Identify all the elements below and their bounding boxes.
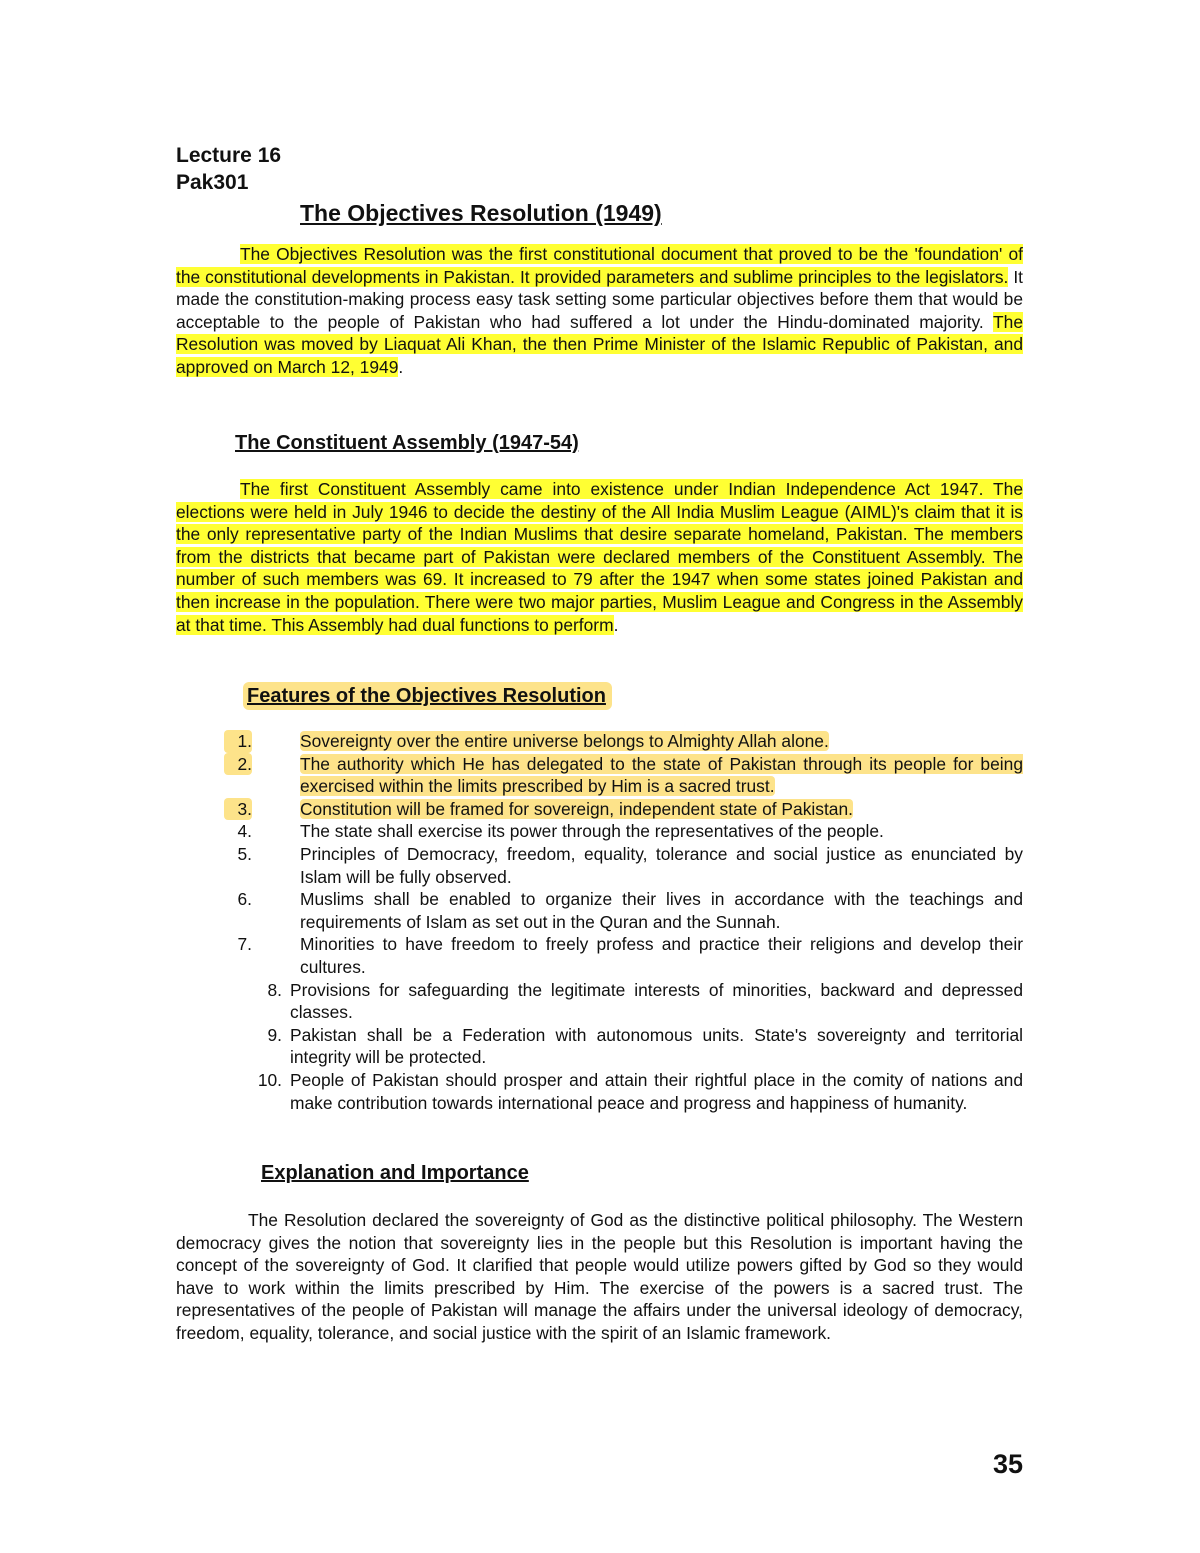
list-item — [176, 979, 1023, 1024]
list-item — [176, 1024, 1023, 1069]
page-number: 35 — [992, 1449, 1023, 1479]
list-item-text: The authority which He has delegated to the state of Pakistan through its people for being exercised within the limits prescribed by Him is a sacred trust. — [300, 753, 1023, 797]
intro-tail: . — [398, 356, 404, 377]
list-item-text: The state shall exercise its power through the representatives of the people. — [300, 821, 884, 842]
list-item-number: 2. — [224, 753, 252, 776]
intro-highlight-a: The Objectives Resolution was the first constitutional document that proved to be the 'foundation' of the constitutional developments in Pakistan. It provided parameters and sublime principles to the legislators. — [176, 244, 1023, 287]
list-item — [176, 798, 1023, 821]
assembly-tail: . — [613, 614, 619, 635]
list-item-number: 9. — [267, 1024, 282, 1045]
lecture-number: Lecture 16 — [176, 144, 282, 167]
list-item-text: Pakistan shall be a Federation with autonomous units. State's sovereignty and territorial integrity will be protected. — [290, 1024, 1023, 1068]
list-item-number: 6. — [237, 889, 252, 910]
list-item-number: 1. — [224, 730, 252, 753]
list-item-text: Principles of Democracy, freedom, equality, tolerance and social justice as enunciated by Islam will be fully observed. — [300, 843, 1023, 887]
list-item-number: 4. — [237, 821, 252, 842]
list-item-number: 8. — [267, 979, 282, 1000]
list-item — [176, 933, 1023, 978]
list-item-text: Minorities to have freedom to freely profess and practice their religions and develop their cultures. — [300, 934, 1023, 977]
features-heading: Features of the Objectives Resolution — [243, 682, 612, 710]
course-code: Pak301 — [176, 171, 249, 194]
assembly-heading: The Constituent Assembly (1947-54) — [235, 432, 579, 454]
features-list — [176, 730, 1023, 1114]
list-item — [176, 843, 1023, 888]
intro-highlight-b: The Resolution was moved by Liaquat Ali Khan, the then Prime Minister of the Islamic Republic of Pakistan, and approved on March 12, 1949 — [176, 311, 1023, 377]
intro-paragraph — [176, 243, 1023, 379]
explanation-heading: Explanation and Importance — [261, 1162, 529, 1184]
assembly-paragraph — [176, 478, 1023, 636]
list-item-number: 10. — [257, 1069, 282, 1090]
list-item — [176, 753, 1023, 798]
explanation-paragraph: The Resolution declared the sovereignty of God as the distinctive political philosophy. The Western democracy gives the notion that sovereignty lies in the people but this Resolution is important having the concept of the sovereignty of God. It clarified that people would utilize powers gifted by God so they would have to work within the limits prescribed by Him. The exercise of the powers is a sacred trust. The representatives of the people of Pakistan will manage the affairs under the universal ideology of democracy, freedom, equality, tolerance, and social justice with the spirit of an Islamic framework. — [176, 1210, 1023, 1343]
list-item-number: 3. — [224, 798, 252, 821]
list-item — [176, 730, 1023, 753]
list-item-text: Provisions for safeguarding the legitimate interests of minorities, backward and depressed classes. — [290, 979, 1023, 1023]
list-item-text: People of Pakistan should prosper and attain their rightful place in the comity of nations and make contribution towards international peace and progress and happiness of humanity. — [290, 1069, 1023, 1113]
assembly-highlight: The first Constituent Assembly came into existence under Indian Independence Act 1947. The elections were held in July 1946 to decide the destiny of the All India Muslim League (AIML)'s claim that it is the only representative party of the Indian Muslims that desire separate homeland, Pakistan. The members from the districts that became part of Pakistan were declared members of the Constituent Assembly. The number of such members was 69. It increased to 79 after the 1947 when some states joined Pakistan and then increase in the population. There were two major parties, Muslim League and Congress in the Assembly at that time. This Assembly had dual functions to perform — [176, 479, 1023, 635]
list-item — [176, 888, 1023, 933]
intro-plain-text: It made the constitution-making process easy task setting some particular objectives before them that would be acceptable to the people of Pakistan who had suffered a lot under the Hindu-dominated majority. — [176, 266, 1023, 332]
list-item-text: Muslims shall be enabled to organize their lives in accordance with the teachings and requirements of Islam as set out in the Quran and the Sunnah. — [300, 889, 1023, 932]
page-title: The Objectives Resolution (1949) — [300, 200, 662, 226]
list-item — [176, 820, 1023, 843]
list-item-number: 5. — [237, 843, 252, 864]
list-item-text: Constitution will be framed for sovereign, independent state of Pakistan. — [300, 798, 853, 819]
list-item — [176, 1069, 1023, 1114]
list-item-number: 7. — [237, 934, 252, 955]
list-item-text: Sovereignty over the entire universe belongs to Almighty Allah alone. — [300, 731, 829, 751]
